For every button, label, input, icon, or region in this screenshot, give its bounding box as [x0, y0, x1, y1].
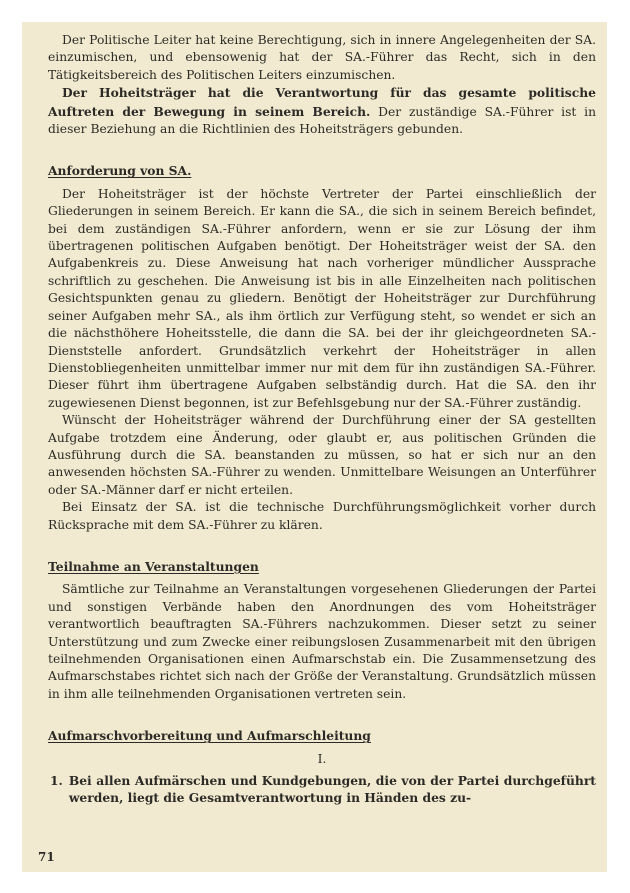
section-heading-aufmarsch: Aufmarschvorbereitung und Aufmarschleitung	[48, 728, 371, 744]
responsibility-paragraph	[48, 84, 596, 138]
page-content	[48, 32, 596, 807]
responsibility-emphasis: Der Hoheitsträger hat die Verantwortung für das gesamte politische Auftreten der Bewegung in seinem Bereich.	[48, 85, 596, 119]
intro-paragraph: Der Politische Leiter hat keine Berechtigung, sich in innere Angelegenheiten der SA. einzumischen, und ebensowenig hat der SA.-Führer das Recht, sich in den Tätigkeitsbereich des Politischen Leiters einzumischen.	[48, 33, 596, 82]
roman-numeral: I.	[317, 751, 327, 766]
section-heading-teilnahme: Teilnahme an Veranstaltungen	[48, 558, 259, 574]
list-item	[48, 772, 596, 807]
page-number: 71	[38, 850, 55, 864]
responsibility-rest: Der zuständige SA.-Führer ist in dieser Beziehung an die Richtlinien des Hoheitsträgers gebunden.	[48, 104, 596, 137]
document-page	[22, 22, 607, 872]
list-item-number: 1.	[50, 773, 63, 789]
list-item-text: Bei allen Aufmärschen und Kundgebungen, die von der Partei durchgeführt werden, liegt die Gesamtverantwortung in Händen des zu-	[68, 773, 596, 806]
teilnahme-paragraph: Sämtliche zur Teilnahme an Veranstaltungen vorgesehenen Gliederungen der Partei und sonstigen Verbände haben den Anordnungen des vom Hoheitsträger verantwortlich beauftragten SA.-Führers nachzukommen. Dieser setzt zu seiner Unterstützung und zum Zwecke einer reibungslosen Zusammenarbeit mit den übrigen teilnehmenden Organisationen einen Aufmarschstab ein. Die Zusammensetzung des Aufmarschstabes richtet sich nach der Größe der Veranstaltung. Grundsätzlich müssen in ihm alle teilnehmenden Organisationen vertreten sein.	[48, 582, 596, 701]
anforderung-paragraph-2: Wünscht der Hoheitsträger während der Durchführung einer der SA gestellten Aufgabe trotzdem eine Änderung, oder glaubt er, aus politischen Gründen die Ausführung durch die SA. beanstanden zu müssen, so hat er sich nur an den anwesenden höchsten SA.-Führer zu wenden. Unmittelbare Weisungen an Unterführer oder SA.-Männer darf er nicht erteilen.	[48, 413, 596, 497]
anforderung-paragraph-1: Der Hoheitsträger ist der höchste Vertreter der Partei einschließlich der Gliederungen in seinem Bereich. Er kann die SA., die sich in seinem Bereich befindet, bei dem zuständigen SA.-Führer anfordern, wenn er sie zur Lösung der ihm übertragenen politischen Aufgaben benötigt. Der Hoheitsträger weist der SA. den Aufgabenkreis zu. Diese Anweisung hat nach vorheriger mündlicher Aussprache schriftlich zu geschehen. Die Anweisung ist bis in alle Einzelheiten nach politischen Gesichtspunkten genau zu gliedern. Benötigt der Hoheitsträger zur Durchführung seiner Aufgaben mehr SA., als ihm örtlich zur Verfügung steht, so wendet er sich an die nächsthöhere Hoheitsstelle, die dann die SA. bei der ihr gleichgeordneten SA.-Dienststelle anfordert. Grundsätzlich verkehrt der Hoheitsträger in allen Dienstobliegenheiten unmittelbar immer nur mit dem für ihn zuständigen SA.-Führer. Dieser führt ihm übertragene Aufgaben selbständig durch. Hat die SA. den ihr zugewiesenen Dienst begonnen, ist zur Befehlsgebung nur der SA.-Führer zuständig.	[48, 186, 596, 410]
anforderung-paragraph-3: Bei Einsatz der SA. ist die technische Durchführungsmöglichkeit vorher durch Rücksprache mit dem SA.-Führer zu klären.	[48, 500, 596, 532]
section-heading-anforderung: Anforderung von SA.	[48, 163, 192, 179]
